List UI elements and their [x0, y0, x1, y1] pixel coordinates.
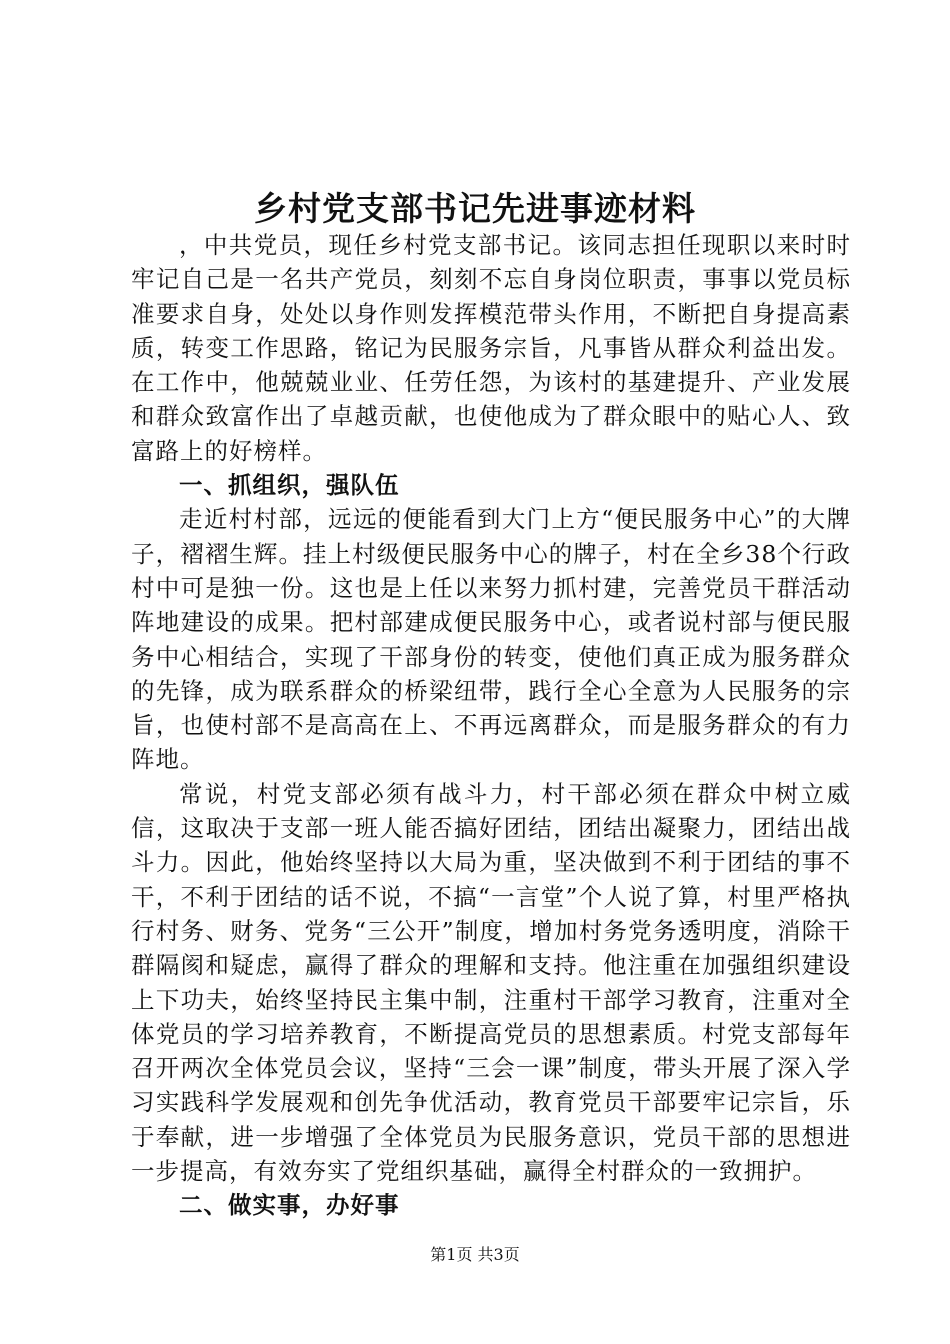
section-heading-1: 一、抓组织，强队伍	[179, 471, 400, 500]
section-1-paragraph-2: 常说，村党支部必须有战斗力，村干部必须在群众中树立威信，这取决于支部一班人能否搞好团结，团结出凝聚力，团结出战斗力。因此，他始终坚持以大局为重，坚决做到不利于团结的事不干，不利于团结的话不说，不搞“一言堂”个人说了算，村里严格执行村务、财务、党务“三公开”制度，增加村务党务透明度，消除干群隔阂和疑虑，赢得了群众的理解和支持。他注重在加强组织建设上下功夫，始终坚持民主集中制，注重村干部学习教育，注重对全体党员的学习培养教育，不断提高党员的思想素质。村党支部每年召开两次全体党员会议，坚持“三会一课”制度，带头开展了深入学习实践科学发展观和创先争优活动，教育党员干部要牢记宗旨，乐于奉献，进一步增强了全体党员为民服务意识，党员干部的思想进一步提高，有效夯实了党组织基础，赢得全村群众的一致拥护。	[131, 779, 851, 1186]
section-heading-2: 二、做实事，办好事	[179, 1191, 400, 1220]
section-1-paragraph-1: 走近村村部，远远的便能看到大门上方“便民服务中心”的大牌子，褶褶生辉。挂上村级便民服务中心的牌子，村在全乡38个行政村中可是独一份。这也是上任以来努力抓村建，完善党员干群活动阵地建设的成果。把村部建成便民服务中心，或者说村部与便民服务中心相结合，实现了干部身份的转变，使他们真正成为服务群众的先锋，成为联系群众的桥梁纽带，践行全心全意为人民服务的宗旨，也使村部不是高高在上、不再远离群众，而是服务群众的有力阵地。	[131, 505, 851, 774]
intro-paragraph: ，中共党员，现任乡村党支部书记。该同志担任现职以来时时牢记自己是一名共产党员，刻刻不忘自身岗位职责，事事以党员标准要求自身，处处以身作则发挥模范带头作用，不断把自身提高素质，转变工作思路，铭记为民服务宗旨，凡事皆从群众利益出发。在工作中，他兢兢业业、任劳任怨，为该村的基建提升、产业发展和群众致富作出了卓越贡献，也使他成为了群众眼中的贴心人、致富路上的好榜样。	[131, 231, 851, 465]
page-footer: 第1页 共3页	[430, 1245, 520, 1264]
document-title: 乡村党支部书记先进事迹材料	[254, 189, 696, 228]
document-body	[131, 228, 851, 1223]
